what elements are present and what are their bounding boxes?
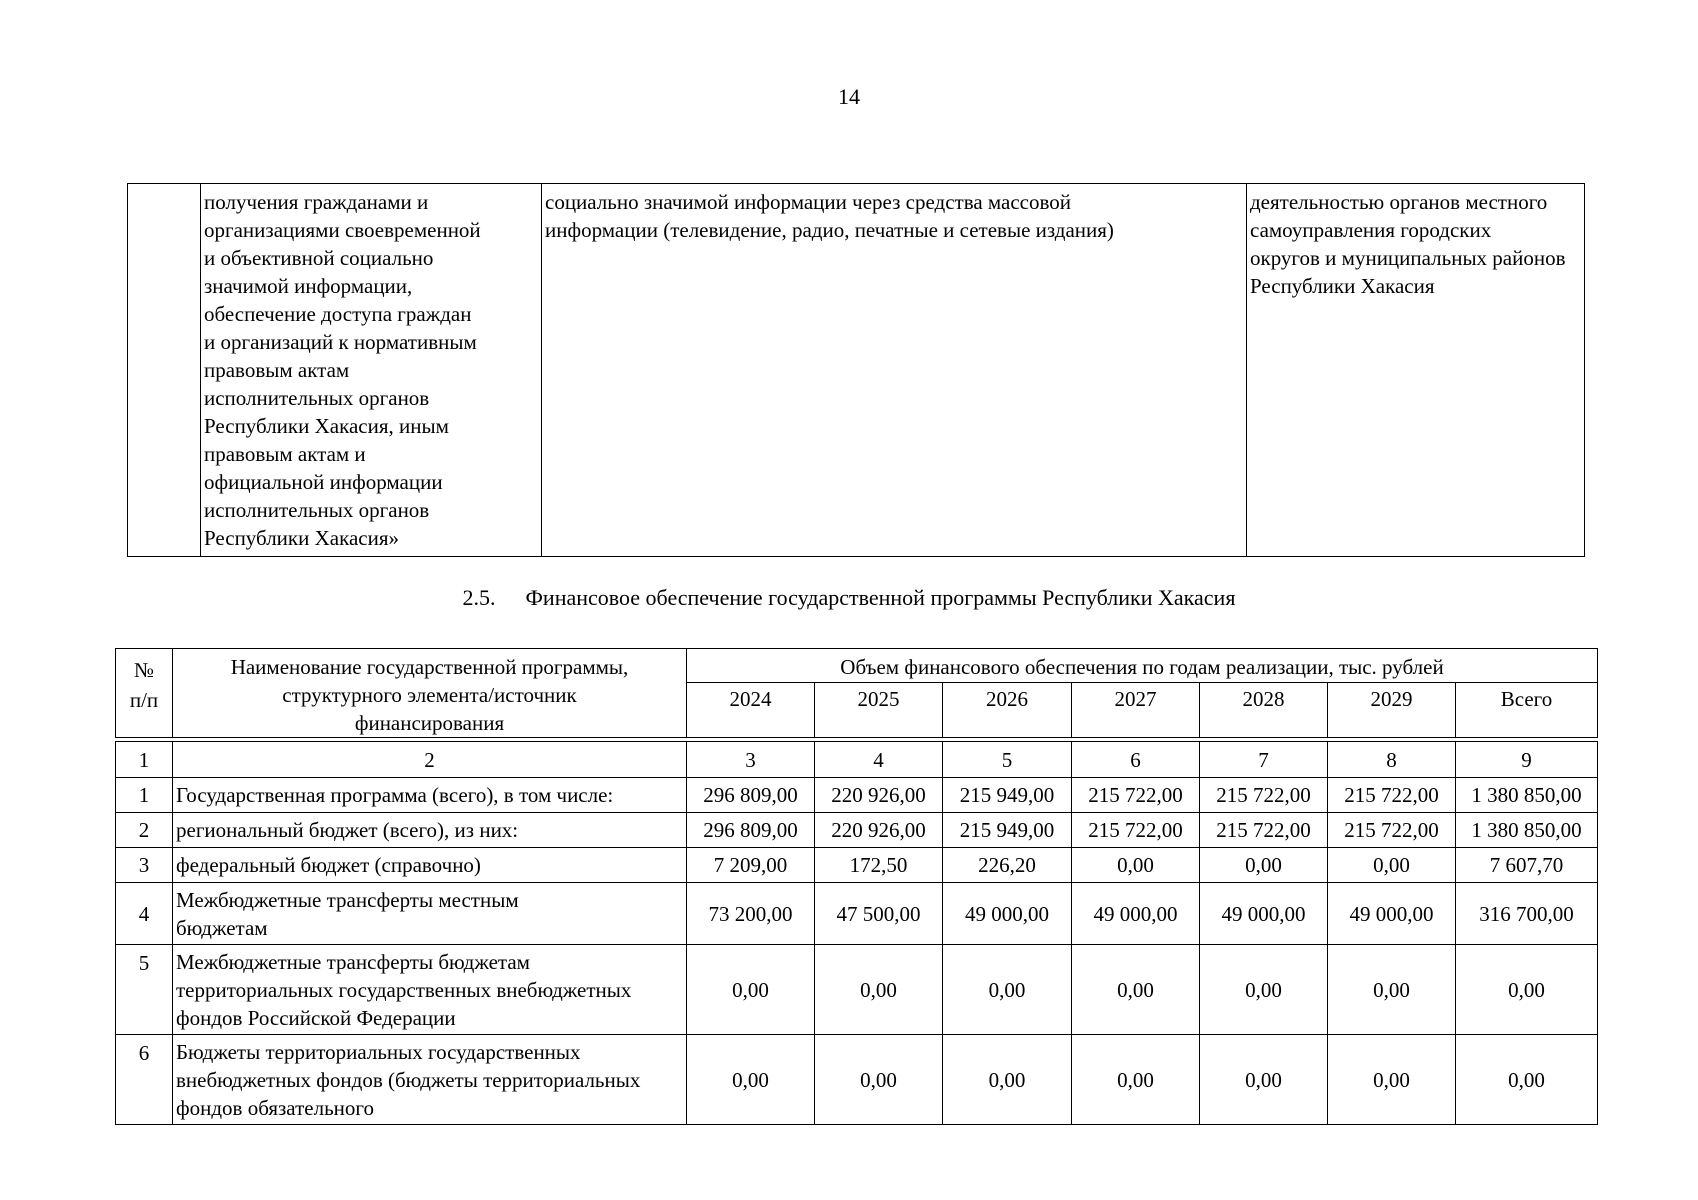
column-numbers-row — [116, 742, 1598, 778]
value-cell: 0,00 — [1328, 848, 1456, 883]
column-number: 8 — [1328, 742, 1456, 778]
value-cell: 0,00 — [1200, 945, 1328, 1035]
value-cell: 47 500,00 — [815, 883, 943, 945]
value-cell: 226,20 — [943, 848, 1072, 883]
header-volume: Объем финансового обеспечения по годам реализации, тыс. рублей — [687, 649, 1598, 683]
goal-cell — [201, 184, 542, 557]
value-cell: 49 000,00 — [1328, 883, 1456, 945]
value-cell: 1 380 850,00 — [1456, 813, 1598, 848]
table-row — [116, 1035, 1598, 1125]
value-cell: 0,00 — [1200, 1035, 1328, 1125]
row-num: 2 — [116, 813, 173, 848]
header-year: 2024 — [687, 683, 815, 738]
text-line: информации (телевидение, радио, печатные и сетевые издания) — [545, 218, 1114, 242]
row-num: 1 — [116, 778, 173, 813]
text-line: исполнительных органов — [204, 498, 430, 522]
value-cell: 215 949,00 — [943, 778, 1072, 813]
table-row — [116, 778, 1598, 813]
text-line: Республики Хакасия — [1250, 274, 1435, 298]
row-name: Государственная программа (всего), в том числе: — [173, 778, 687, 813]
value-cell: 220 926,00 — [815, 813, 943, 848]
value-cell: 0,00 — [1200, 848, 1328, 883]
text-line: исполнительных органов — [204, 386, 430, 410]
header-num: № п/п — [116, 649, 173, 738]
value-cell: 0,00 — [1072, 1035, 1200, 1125]
column-number: 1 — [116, 742, 173, 778]
task-cell — [542, 184, 1247, 557]
value-cell: 215 722,00 — [1072, 813, 1200, 848]
table-row — [128, 184, 1585, 557]
value-cell: 0,00 — [1328, 1035, 1456, 1125]
value-cell: 215 722,00 — [1328, 778, 1456, 813]
value-cell: 220 926,00 — [815, 778, 943, 813]
text-line: округов и муниципальных районов — [1250, 246, 1566, 270]
text-line: правовым актам — [204, 358, 350, 382]
text-line: официальной информации — [204, 470, 443, 494]
text-line: Республики Хакасия» — [204, 526, 400, 550]
text-line: деятельностью органов местного — [1250, 190, 1548, 214]
value-cell: 49 000,00 — [1200, 883, 1328, 945]
column-number: 9 — [1456, 742, 1598, 778]
column-number: 4 — [815, 742, 943, 778]
value-cell: 0,00 — [815, 945, 943, 1035]
text-line: правовым актам и — [204, 442, 366, 466]
section-title-text: Финансовое обеспечение государственной программы Республики Хакасия — [525, 585, 1236, 610]
row-name: федеральный бюджет (справочно) — [173, 848, 687, 883]
header-row — [116, 649, 1598, 683]
value-cell: 215 722,00 — [1200, 778, 1328, 813]
row-num: 3 — [116, 848, 173, 883]
section-title — [0, 585, 1698, 611]
value-cell: 215 722,00 — [1072, 778, 1200, 813]
value-cell: 49 000,00 — [943, 883, 1072, 945]
value-cell: 296 809,00 — [687, 778, 815, 813]
value-cell: 172,50 — [815, 848, 943, 883]
row-num: 6 — [116, 1035, 173, 1125]
header-year: 2027 — [1072, 683, 1200, 738]
value-cell: 49 000,00 — [1072, 883, 1200, 945]
link-cell — [1247, 184, 1585, 557]
text-line: и объективной социально — [204, 246, 434, 270]
row-name: региональный бюджет (всего), из них: — [173, 813, 687, 848]
text-line: социально значимой информации через средства массовой — [545, 190, 1072, 214]
column-number: 7 — [1200, 742, 1328, 778]
header-year: 2029 — [1328, 683, 1456, 738]
text-line: получения гражданами и — [204, 190, 429, 214]
value-cell: 215 722,00 — [1200, 813, 1328, 848]
value-cell: 215 949,00 — [943, 813, 1072, 848]
text-line: обеспечение доступа граждан — [204, 302, 472, 326]
header-year: 2028 — [1200, 683, 1328, 738]
continuation-table — [127, 183, 1585, 557]
value-cell: 296 809,00 — [687, 813, 815, 848]
text-line: организациями своевременной — [204, 218, 481, 242]
text-line: самоуправления городских — [1250, 218, 1492, 242]
text-line: Республики Хакасия, иным — [204, 414, 449, 438]
value-cell: 0,00 — [815, 1035, 943, 1125]
finance-table — [115, 648, 1598, 1125]
value-cell: 0,00 — [1072, 945, 1200, 1035]
row-number-cell — [128, 184, 201, 557]
column-number: 5 — [943, 742, 1072, 778]
header-name: Наименование государственной программы, структурного элемента/источник финансирования — [173, 649, 687, 738]
table-row — [116, 848, 1598, 883]
header-year: 2025 — [815, 683, 943, 738]
value-cell: 0,00 — [1456, 1035, 1598, 1125]
text-line: значимой информации, — [204, 274, 413, 298]
table-row — [116, 945, 1598, 1035]
table-row — [116, 813, 1598, 848]
row-name: Межбюджетные трансферты местным бюджетам — [173, 883, 687, 945]
row-name: Бюджеты территориальных государственных внебюджетных фондов (бюджеты территориальных фондов обязательного — [173, 1035, 687, 1125]
value-cell: 7 209,00 — [687, 848, 815, 883]
value-cell: 7 607,70 — [1456, 848, 1598, 883]
table-row — [116, 883, 1598, 945]
value-cell: 0,00 — [1456, 945, 1598, 1035]
text-line: и организаций к нормативным — [204, 330, 477, 354]
value-cell: 0,00 — [943, 1035, 1072, 1125]
page-number: 14 — [838, 84, 860, 109]
value-cell: 1 380 850,00 — [1456, 778, 1598, 813]
value-cell: 0,00 — [1072, 848, 1200, 883]
header-year: 2026 — [943, 683, 1072, 738]
column-number: 3 — [687, 742, 815, 778]
column-number: 2 — [173, 742, 687, 778]
value-cell: 73 200,00 — [687, 883, 815, 945]
value-cell: 0,00 — [1328, 945, 1456, 1035]
value-cell: 215 722,00 — [1328, 813, 1456, 848]
value-cell: 0,00 — [943, 945, 1072, 1035]
value-cell: 0,00 — [687, 1035, 815, 1125]
header-total: Всего — [1456, 683, 1598, 738]
value-cell: 0,00 — [687, 945, 815, 1035]
column-number: 6 — [1072, 742, 1200, 778]
value-cell: 316 700,00 — [1456, 883, 1598, 945]
row-num: 5 — [116, 945, 173, 1035]
row-name: Межбюджетные трансферты бюджетам территориальных государственных внебюджетных фондов Российской Федерации — [173, 945, 687, 1035]
row-num: 4 — [116, 883, 173, 945]
section-number: 2.5. — [462, 585, 496, 610]
